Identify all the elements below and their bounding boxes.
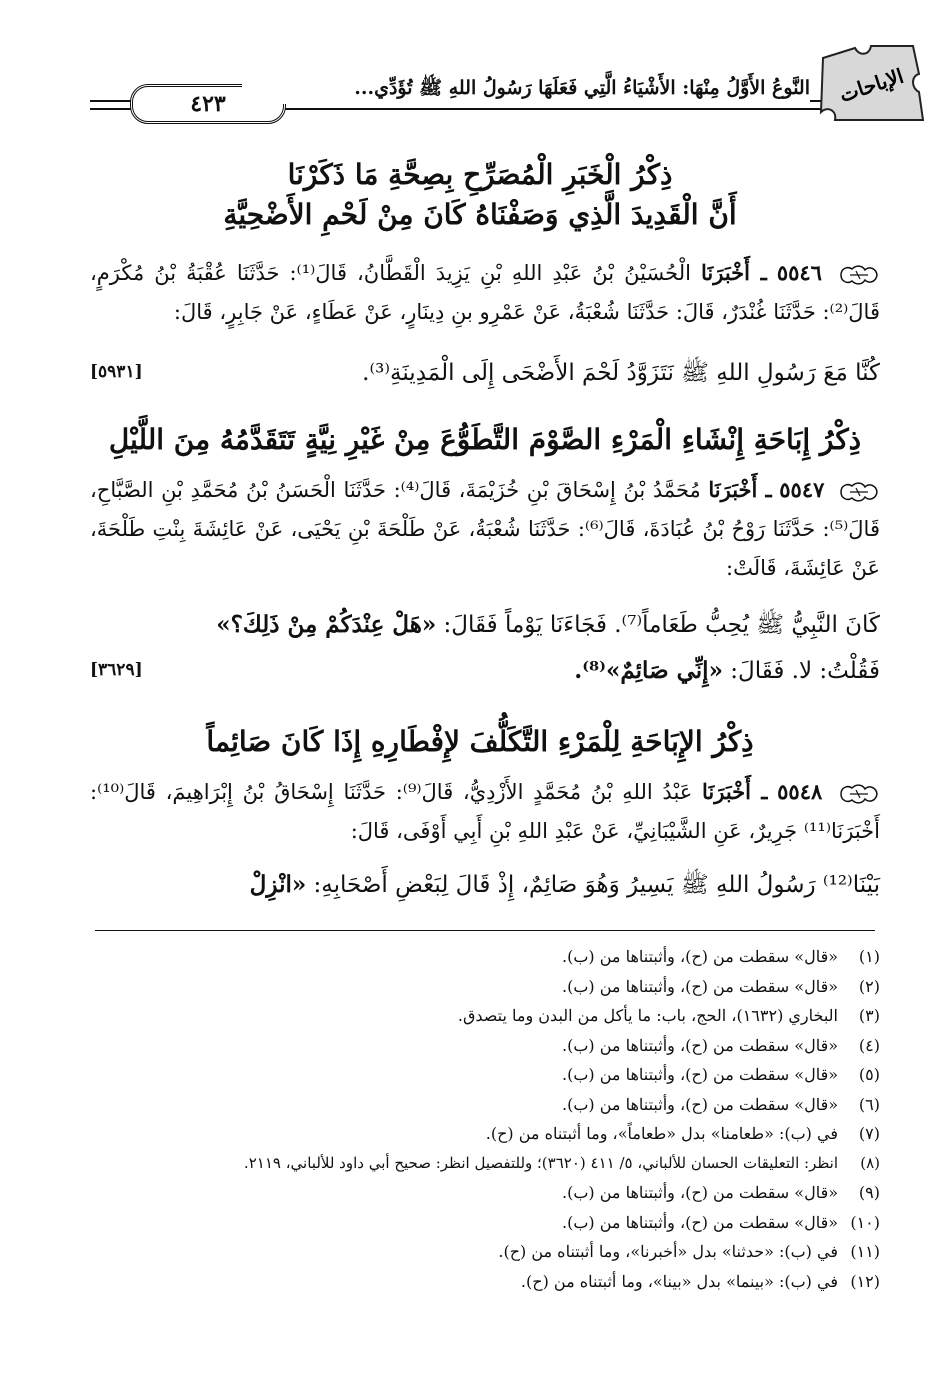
footnote xyxy=(90,1267,880,1297)
page-number: ٤٢٣ xyxy=(130,84,286,124)
footnote-number: (١٠) xyxy=(850,1212,880,1232)
hadith-marker-icon xyxy=(838,480,880,504)
footnote-text: انظر: التعليقات الحسان للألباني، ٥/ ٤١١ (٣٦٢٠)؛ وللتفصيل انظر: صحيح أبي داود للألباني، ٢١١٩. xyxy=(243,1153,838,1172)
badge-label: الإباحات xyxy=(836,63,907,107)
footnote-number: (١٢) xyxy=(850,1271,880,1291)
hadith-number: ٥٥٤٧ xyxy=(779,477,825,502)
footnote xyxy=(90,1119,880,1149)
isnad-text: عَبْدُ اللهِ بْنُ مُحَمَّدٍ الأَزْدِيُّ، قَالَ⁽⁹⁾: حَدَّثَنَا إِسْحَاقُ بْنُ إِبْرَاهِيمَ، قَالَ⁽¹⁰⁾: أَخْبَرَنَا⁽¹¹⁾ جَرِيرٌ، عَنِ الشَّيْبَانِيِّ، عَنْ عَبْدِ اللهِ بْنِ أَبِي أَوْفَى، قَالَ: xyxy=(90,780,880,843)
page-header xyxy=(70,62,870,118)
footnote-number: (٩) xyxy=(858,1183,880,1202)
footnote-text: في (ب): «حدثنا» بدل «أخبرنا»، وما أثبتناه من (ح). xyxy=(498,1242,838,1261)
footnote-text: «قال» سقطت من (ح)، وأثبتناها من (ب). xyxy=(562,1065,838,1084)
footnote-number: (١١) xyxy=(850,1242,880,1261)
footnote xyxy=(90,1001,880,1031)
footnote xyxy=(90,1149,880,1179)
footnote-number: (٣) xyxy=(858,1006,880,1025)
isnad-text: الْحُسَيْنُ بْنُ عَبْدِ اللهِ بْنِ يَزِيدَ الْقَطَّانُ، قَالَ⁽¹⁾: حَدَّثَنَا عُقْبَةُ بْنُ مُكْرَمٍ، قَالَ⁽²⁾: حَدَّثَنَا غُنْدَرٌ، قَالَ: حَدَّثَنَا شُعْبَةُ، عَنْ عَمْرِو بنِ دِينَارٍ، عَنْ عَطَاءٍ، عَنْ جَابِرٍ، قَالَ: xyxy=(90,261,880,324)
footnote-number: (٧) xyxy=(858,1124,880,1143)
hadith-number: ٥٥٤٦ xyxy=(776,260,822,285)
footnote-text: «قال» سقطت من (ح)، وأثبتناها من (ب). xyxy=(562,1035,838,1055)
hadith-isnad: ٥٥٤٧ ـ أَخْبَرَنَا مُحَمَّدُ بْنُ إِسْحَاقَ بْنِ خُزَيْمَةَ، قَالَ⁽⁴⁾: حَدَّثَنَا الْحَسَنُ بْنُ مُحَمَّدِ بْنِ الصَّبَّاحِ، قَالَ⁽⁵⁾: حَدَّثَنَا رَوْحُ بْنُ عُبَادَةَ، قَالَ⁽⁶⁾: حَدَّثَنَا شُعْبَةُ، عَنْ طَلْحَةَ بْنِ يَحْيَى، عَنْ عَائِشَةَ بِنْتِ طَلْحَةَ، عَنْ عَائِشَةَ، قَالَتْ: xyxy=(90,477,880,580)
akhbarana-word: أَخْبَرَنَا xyxy=(702,779,751,804)
hadith-matn xyxy=(90,602,880,694)
footnote-number: (٤) xyxy=(858,1035,880,1055)
hadith-matn xyxy=(90,862,880,908)
heading-line: ذِكْرُ الإِبَاحَةِ لِلْمَرْءِ التَّكَلُّفَ لإِفْطَارِهِ إِذَا كَانَ صَائِماً xyxy=(206,725,754,758)
footnote xyxy=(90,1208,880,1238)
hadith-marker-icon xyxy=(838,782,880,806)
footnote xyxy=(90,1237,880,1267)
footnote xyxy=(90,1060,880,1090)
akhbarana-word: أَخْبَرَنَا xyxy=(701,260,750,285)
akhbarana-word: أَخْبَرَنَا xyxy=(708,477,758,502)
footnote xyxy=(90,942,880,972)
heading-line: أَنَّ الْقَدِيدَ الَّذِي وَصَفْنَاهُ كَانَ مِنْ لَحْمِ الأَضْحِيَّةِ xyxy=(223,198,737,231)
puzzle-badge-icon xyxy=(815,40,930,125)
matn-text: كَانَ النَّبِيُّ ﷺ يُحِبُّ طَعَاماً⁽⁷⁾. فَجَاءَنَا يَوْماً فَقَالَ: xyxy=(436,612,880,638)
footnote-text: البخاري (١٦٣٢)، الحج، باب: ما يأكل من البدن وما يتصدق. xyxy=(457,1006,838,1025)
heading-line: ذِكْرُ إِبَاحَةِ إِنْشَاءِ الْمَرْءِ الصَّوْمَ التَّطَوُّعَ مِنْ غَيْرِ نِيَّةٍ تَتَقَدَّمُهُ مِنَ اللَّيْلِ xyxy=(108,423,862,456)
footnote xyxy=(90,972,880,1002)
matn-text: كُنَّا مَعَ رَسُولِ اللهِ ﷺ نَتَزَوَّدُ لَحْمَ الأَضْحَى إِلَى الْمَدِينَةِ⁽³⁾. xyxy=(362,360,880,386)
prophetic-quote: «انْزِلْ xyxy=(249,871,307,898)
footnote-number: (٥) xyxy=(858,1065,880,1084)
running-title: النَّوعُ الأَوَّلُ مِنْهَا: الأَشْيَاءُ الَّتِي فَعَلَهَا رَسُولُ اللهِ ﷺ تُؤَدِّي... xyxy=(242,76,810,104)
prophetic-quote: «إِنِّي صَائِمٌ»⁽⁸⁾. xyxy=(574,657,723,684)
footnotes-list xyxy=(90,942,880,1296)
footnote-text: «قال» سقطت من (ح)، وأثبتناها من (ب). xyxy=(562,976,838,996)
footnote-text: «قال» سقطت من (ح)، وأثبتناها من (ب). xyxy=(562,1212,838,1232)
footnote xyxy=(90,1090,880,1120)
footnote-number: (٨) xyxy=(860,1153,880,1172)
hadith-isnad: ٥٥٤٨ ـ أَخْبَرَنَا عَبْدُ اللهِ بْنُ مُحَمَّدٍ الأَزْدِيُّ، قَالَ⁽⁹⁾: حَدَّثَنَا إِسْحَاقُ بْنُ إِبْرَاهِيمَ، قَالَ⁽¹⁰⁾: أَخْبَرَنَا⁽¹¹⁾ جَرِيرٌ، عَنِ الشَّيْبَانِيِّ، عَنْ عَبْدِ اللهِ بْنِ أَبِي أَوْفَى، قَالَ: xyxy=(90,779,880,843)
footnote-number: (٦) xyxy=(858,1094,880,1114)
footnote-separator xyxy=(95,930,875,931)
hadith-marker-icon xyxy=(838,263,880,287)
heading-line: ذِكْرُ الْخَبَرِ الْمُصَرِّحِ بِصِحَّةِ مَا ذَكَرْنَا xyxy=(287,158,673,191)
prophetic-quote: «هَلْ عِنْدَكُمْ مِنْ ذَلِكَ؟» xyxy=(216,611,437,638)
hadith-matn xyxy=(90,350,880,396)
footnote-text: «قال» سقطت من (ح)، وأثبتناها من (ب). xyxy=(562,1183,838,1202)
footnote-number: (١) xyxy=(858,947,880,966)
hadith-isnad: ٥٥٤٦ ـ أَخْبَرَنَا الْحُسَيْنُ بْنُ عَبْدِ اللهِ بْنِ يَزِيدَ الْقَطَّانُ، قَالَ⁽¹⁾: حَدَّثَنَا عُقْبَةُ بْنُ مُكْرَمٍ، قَالَ⁽²⁾: حَدَّثَنَا غُنْدَرٌ، قَالَ: حَدَّثَنَا شُعْبَةُ، عَنْ عَمْرِو بنِ دِينَارٍ، عَنْ عَطَاءٍ، عَنْ جَابِرٍ، قَالَ: xyxy=(90,260,880,324)
footnote-text: «قال» سقطت من (ح)، وأثبتناها من (ب). xyxy=(562,1094,838,1114)
reference-number: [٣٦٢٩] xyxy=(90,660,143,680)
footnote xyxy=(90,1031,880,1061)
section-heading xyxy=(100,155,860,235)
reference-number: [٥٩٣١] xyxy=(90,362,143,382)
matn-text: بَيْنَا⁽¹²⁾ رَسُولُ اللهِ ﷺ يَسِيرُ وَهُوَ صَائِمٌ، إِذْ قَالَ لِبَعْضِ أَصْحَابِهِ: xyxy=(306,872,880,898)
footnote-text: في (ب): «بينما» بدل «بينا»، وما أثبتناه من (ح). xyxy=(520,1271,838,1291)
footnote-text: «قال» سقطت من (ح)، وأثبتناها من (ب). xyxy=(562,947,838,966)
hadith-number: ٥٥٤٨ xyxy=(777,779,823,804)
footnote xyxy=(90,1178,880,1208)
footnote-number: (٢) xyxy=(858,976,880,996)
matn-text: فَقُلْتُ: لا. فَقَالَ: xyxy=(722,658,880,684)
isnad-text: مُحَمَّدُ بْنُ إِسْحَاقَ بْنِ خُزَيْمَةَ، قَالَ⁽⁴⁾: حَدَّثَنَا الْحَسَنُ بْنُ مُحَمَّدِ بْنِ الصَّبَّاحِ، قَالَ⁽⁵⁾: حَدَّثَنَا رَوْحُ بْنُ عُبَادَةَ، قَالَ⁽⁶⁾: حَدَّثَنَا شُعْبَةُ، عَنْ طَلْحَةَ بْنِ يَحْيَى، عَنْ عَائِشَةَ بِنْتِ طَلْحَةَ، عَنْ عَائِشَةَ، قَالَتْ: xyxy=(90,478,880,580)
section-heading xyxy=(100,722,860,762)
footnote-text: في (ب): «طعامنا» بدل «طعاماً»، وما أثبتناه من (ح). xyxy=(485,1124,838,1143)
section-heading xyxy=(90,420,880,460)
